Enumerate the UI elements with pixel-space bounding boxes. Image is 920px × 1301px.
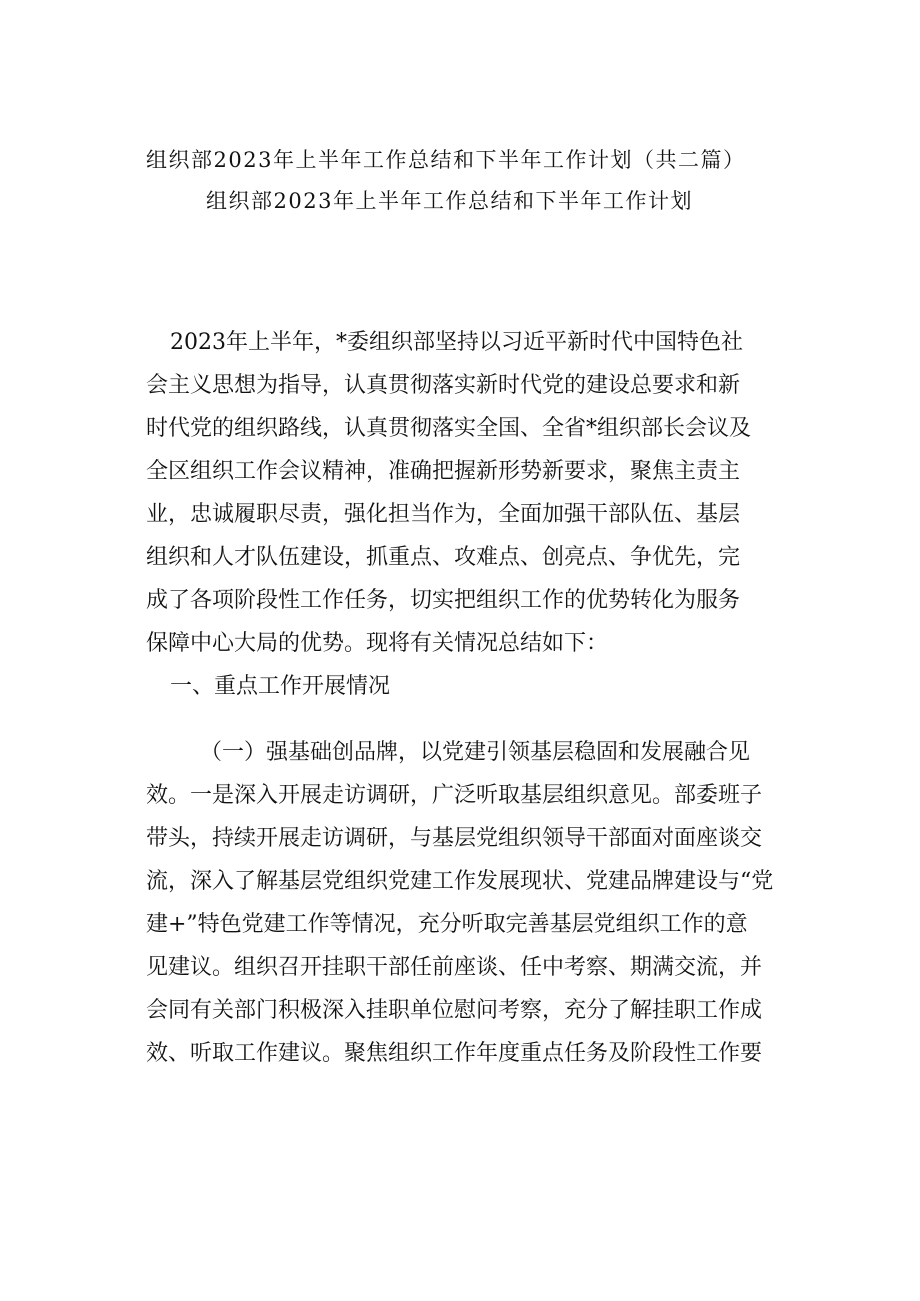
- paragraph-line: 成了各项阶段性工作任务，切实把组织工作的优势转化为服务: [146, 588, 741, 613]
- paragraph-line: 流，深入了解基层党组织党建工作发展现状、党建品牌建设与“党: [146, 869, 774, 894]
- paragraph-line: 会主义思想为指导，认真贯彻落实新时代党的建设总要求和新: [146, 373, 741, 398]
- paragraph-line: （一）强基础创品牌，以党建引领基层稳固和发展融合见: [200, 740, 751, 765]
- paragraph-line: 时代党的组织路线，认真贯彻落实全国、全省*组织部长会议及: [146, 416, 752, 441]
- paragraph-line: 组织和人才队伍建设，抓重点、攻难点、创亮点、争优先，完: [146, 545, 741, 570]
- paragraph-line: 建+”特色党建工作等情况，充分听取完善基层党组织工作的意: [146, 912, 748, 937]
- paragraph-line: 全区组织工作会议精神，准确把握新形势新要求，聚焦主责主: [146, 459, 741, 484]
- paragraph-line: 效。一是深入开展走访调研，广泛听取基层组织意见。部委班子: [146, 783, 763, 808]
- paragraph-line: 保障中心大局的优势。现将有关情况总结如下：: [146, 631, 609, 656]
- document-title: 组织部2023年上半年工作总结和下半年工作计划（共二篇）: [146, 148, 746, 172]
- document-subtitle: 组织部2023年上半年工作总结和下半年工作计划: [206, 189, 693, 213]
- paragraph-line: 会同有关部门积极深入挂职单位慰问考察，充分了解挂职工作成: [146, 998, 763, 1023]
- paragraph-line: 2023年上半年，*委组织部坚持以习近平新时代中国特色社: [170, 330, 743, 355]
- paragraph-line: 见建议。组织召开挂职干部任前座谈、任中考察、期满交流，并: [146, 955, 763, 980]
- paragraph-line: 带头，持续开展走访调研，与基层党组织领导干部面对面座谈交: [146, 826, 763, 851]
- paragraph-line: 业，忠诚履职尽责，强化担当作为，全面加强干部队伍、基层: [146, 502, 741, 527]
- paragraph-line: 效、听取工作建议。聚焦组织工作年度重点任务及阶段性工作要: [146, 1041, 763, 1066]
- section-heading: 一、重点工作开展情况: [170, 674, 391, 699]
